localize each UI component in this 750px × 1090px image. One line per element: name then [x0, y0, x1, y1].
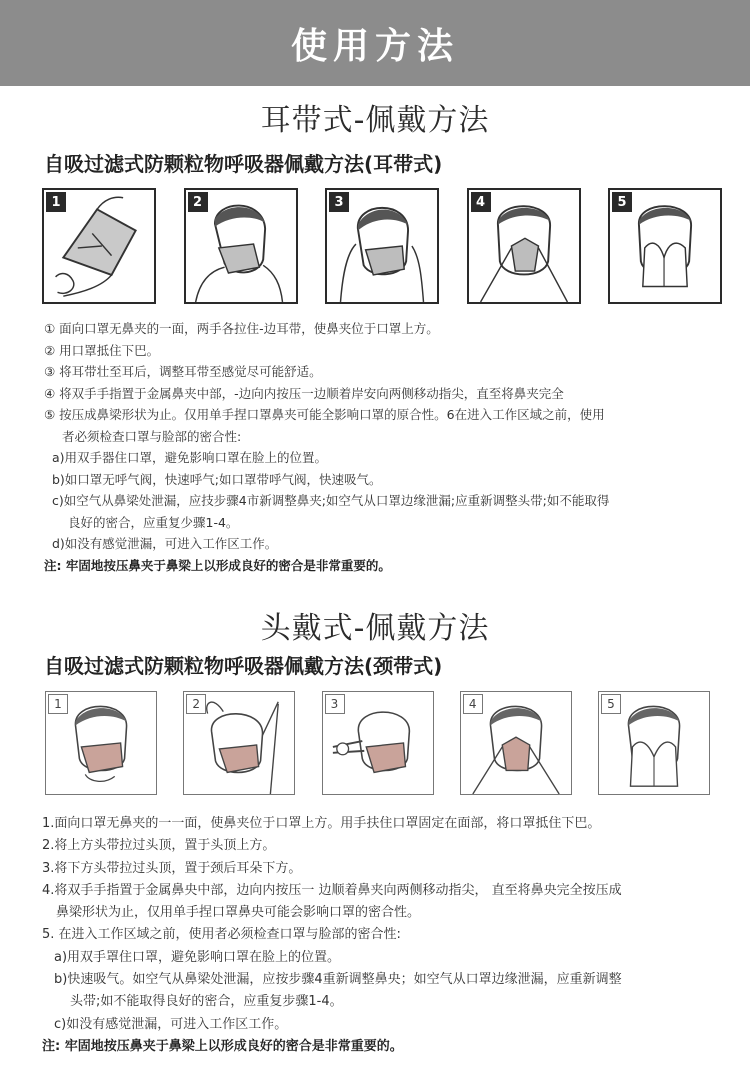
step-illustrations-ear-loop — [42, 188, 722, 304]
instruction-line: 鼻梁形状为止，仅用单手捏口罩鼻央可能会影响口罩的密合性。 — [56, 905, 421, 921]
step-panel-1 — [42, 188, 156, 304]
instruction-line: d)如没有感觉泄漏，可进入工作区工作。 — [52, 536, 278, 551]
step-number: 5 — [601, 694, 621, 714]
step-number: 4 — [471, 192, 491, 212]
instruction-line: b)快速吸气。如空气从鼻梁处泄漏，应按步骤4重新调整鼻央；如空气从口罩边缘泄漏，应重新调整 — [54, 972, 622, 988]
step-number: 2 — [188, 192, 208, 212]
instruction-line: a)用双手器住口罩，避免影响口罩在脸上的位置。 — [52, 450, 328, 465]
instruction-line: 5. 在进入工作区域之前，使用者必须检查口罩与脸部的密合性: — [42, 927, 401, 943]
note-line: 注: 牢固地按压鼻夹于鼻梁上以形成良好的密合是非常重要的。 — [44, 557, 391, 573]
section-subtitle-ear-loop: 自吸过滤式防颗粒物呼吸器佩戴方法(耳带式) — [44, 152, 443, 176]
instructions-head-strap — [42, 813, 722, 1058]
step-number: 4 — [463, 694, 483, 714]
page-title: 使用方法 — [290, 25, 459, 67]
instruction-line: b)如口罩无呼气阀，快速呼气;如口罩带呼气阀，快速吸气。 — [52, 471, 382, 487]
instruction-line: c)如空气从鼻梁处泄漏，应技步骤4市新调整鼻夹;如空气从口罩边缘泄漏;应重新调整头带;如不能取得 — [52, 493, 610, 508]
step-panel-4 — [467, 188, 581, 304]
step-number: 3 — [329, 192, 349, 212]
instruction-line: 1.面向口罩无鼻夹的一一面，使鼻夹位于口罩上方。用手扶住口罩固定在面部，将口罩抵住下巴。 — [42, 816, 601, 831]
instruction-line: ① 面向口罩无鼻夹的一面，两手各拉住-边耳带，使鼻夹位于口罩上方。 — [44, 321, 439, 336]
header-banner — [0, 0, 750, 86]
step-number: 5 — [612, 192, 632, 212]
step-panel-2 — [183, 691, 295, 795]
instruction-line: ③ 将耳带壮至耳后，调整耳带至感觉尽可能舒适。 — [44, 364, 322, 379]
step-panel-5 — [608, 188, 722, 304]
section-subtitle-head-strap: 自吸过滤式防颗粒物呼吸器佩戴方法(颈带式) — [44, 654, 443, 678]
instruction-line: 者必须检查口罩与脸部的密合性: — [62, 428, 242, 444]
instruction-line: ④ 将双手手指置于金属鼻夹中部，-边向内按压一边顺着岸安向两侧移动指尖，直至将鼻夹完全 — [44, 385, 564, 401]
instruction-line: c)如没有感觉泄漏，可进入工作区工作。 — [54, 1016, 288, 1032]
step-panel-4 — [460, 691, 572, 795]
section-title-head-strap: 头戴式-佩戴方法 — [260, 611, 490, 646]
step-panel-2 — [184, 188, 298, 304]
step-number: 3 — [325, 694, 345, 714]
step-panel-3 — [325, 188, 439, 304]
step-number: 1 — [48, 694, 68, 714]
instruction-line: 3.将下方头带拉过头顶，置于颈后耳朵下方。 — [42, 860, 302, 876]
step-panel-1 — [45, 691, 157, 795]
note-line: 注: 牢固地按压鼻夹于鼻梁上以形成良好的密合是非常重要的。 — [42, 1038, 403, 1054]
instruction-line: 2.将上方头带拉过头顶，置于头顶上方。 — [42, 838, 276, 854]
section-title-ear-loop: 耳带式-佩戴方法 — [260, 103, 490, 138]
instruction-line: ⑤ 按压成鼻梁形状为止。仅用单手捏口罩鼻夹可能全影响口罩的原合性。6在进入工作区域之前，使用 — [44, 407, 605, 422]
instruction-line: 头带;如不能取得良好的密合，应重复步骤1-4。 — [70, 994, 343, 1010]
instruction-line: a)用双手罩住口罩，避免影响口罩在脸上的位置。 — [54, 949, 341, 965]
step-number: 1 — [46, 192, 66, 212]
step-panel-3 — [322, 691, 434, 795]
step-illustrations-head-strap — [45, 691, 710, 795]
instruction-line: 良好的密合，应重复少骤1-4。 — [68, 514, 239, 530]
instruction-line: ② 用口罩抵住下巴。 — [44, 342, 160, 358]
step-panel-5 — [598, 691, 710, 795]
instructions-ear-loop — [44, 318, 724, 576]
instruction-line: 4.将双手手指置于金属鼻央中部，边向内按压一 边顺着鼻夹向两侧移动指尖， 直至将鼻央完全按压成 — [42, 882, 622, 898]
step-number: 2 — [186, 694, 206, 714]
